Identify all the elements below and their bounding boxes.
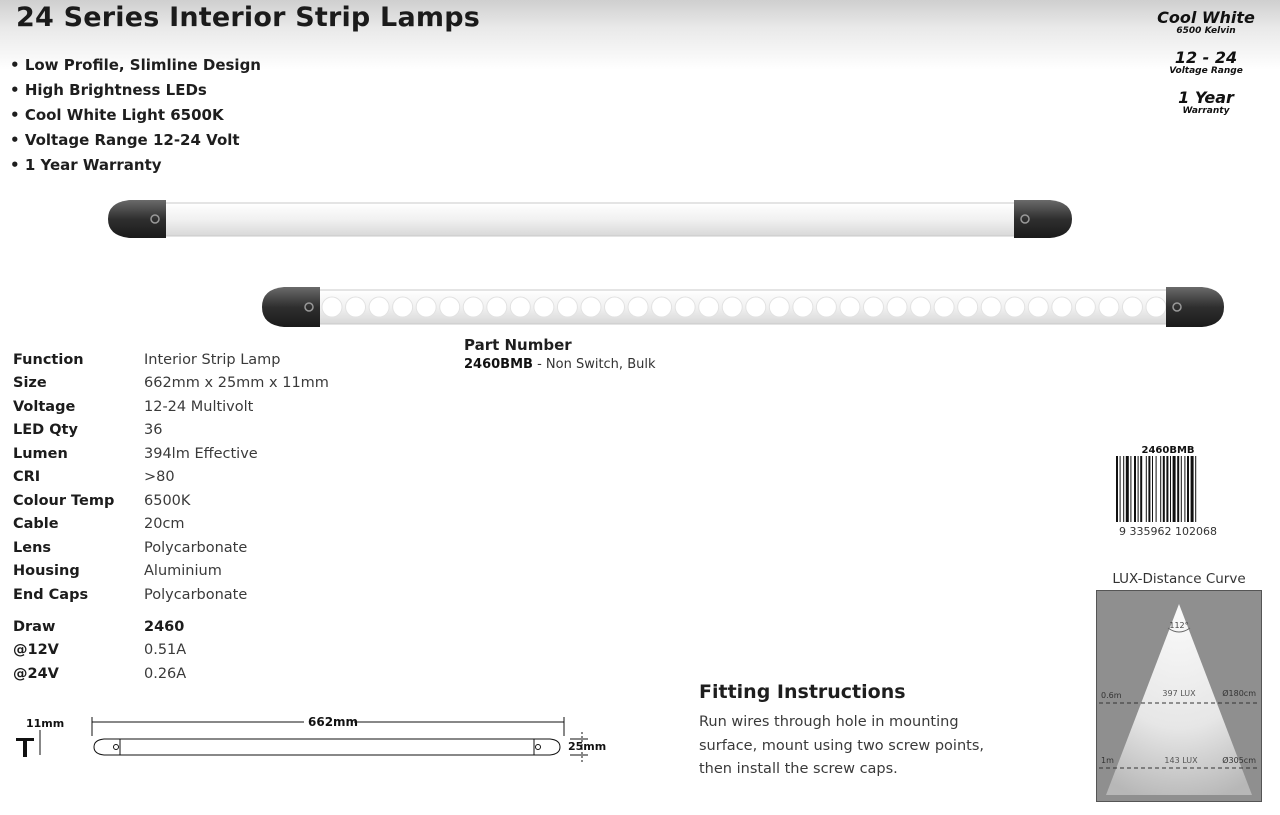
- draw-row: [13, 662, 186, 686]
- led-dot: [675, 297, 695, 317]
- draw-row: [13, 639, 186, 663]
- lux-value-1: 397 LUX: [1162, 689, 1196, 698]
- led-dot: [863, 297, 883, 317]
- spec-badges: [1145, 10, 1267, 116]
- spec-label: Housing: [13, 563, 80, 580]
- spec-value: 662mm x 25mm x 11mm: [144, 375, 329, 392]
- lamp-image-on: [262, 285, 1224, 329]
- feature-item: • 1 Year Warranty: [10, 154, 261, 179]
- led-dot: [581, 297, 601, 317]
- spec-value: 6500K: [144, 492, 191, 509]
- warranty-badge-sub: Warranty: [1182, 106, 1230, 116]
- draw-value: 0.26A: [144, 665, 187, 682]
- led-dot: [346, 297, 366, 317]
- barcode-bar: [1138, 456, 1139, 522]
- draw-value: 0.51A: [144, 642, 187, 659]
- dimension-drawing: [8, 710, 608, 770]
- led-dot: [981, 297, 1001, 317]
- barcode-bar: [1163, 456, 1165, 522]
- part-number-heading: Part Number: [464, 336, 572, 354]
- led-dot: [369, 297, 389, 317]
- led-dot: [722, 297, 742, 317]
- spec-label: Lumen: [13, 445, 68, 462]
- draw-label: @12V: [13, 642, 59, 659]
- led-dot: [934, 297, 954, 317]
- spec-row: [13, 419, 329, 443]
- spec-value: Aluminium: [144, 563, 222, 580]
- led-dot: [887, 297, 907, 317]
- led-dot: [487, 297, 507, 317]
- draw-label: Draw: [13, 618, 56, 635]
- led-dot: [769, 297, 789, 317]
- led-dot: [510, 297, 530, 317]
- barcode-bar: [1160, 456, 1161, 522]
- spec-label: Lens: [13, 539, 52, 556]
- draw-value: 2460: [144, 618, 185, 635]
- spec-label: CRI: [13, 469, 41, 486]
- lux-title: LUX-Distance Curve: [1112, 571, 1246, 587]
- led-dot: [746, 297, 766, 317]
- barcode-bar: [1187, 456, 1189, 522]
- led-dot: [816, 297, 836, 317]
- led-dot: [322, 297, 342, 317]
- barcode-bar: [1195, 456, 1196, 522]
- barcode-bar: [1140, 456, 1142, 522]
- barcode: [1108, 440, 1228, 540]
- barcode-bar: [1120, 456, 1121, 522]
- feature-item: • Low Profile, Slimline Design: [10, 54, 261, 79]
- barcode-bar: [1134, 456, 1136, 522]
- fitting-heading: Fitting Instructions: [699, 681, 906, 703]
- barcode-number: 9 335962 102068: [1119, 525, 1217, 538]
- height-dim-label: 11mm: [26, 717, 65, 730]
- spec-value: 20cm: [144, 516, 185, 533]
- led-dot: [1099, 297, 1119, 317]
- led-dot: [652, 297, 672, 317]
- spec-label: Colour Temp: [13, 492, 115, 509]
- feature-list: [10, 54, 261, 179]
- barcode-bar: [1148, 456, 1150, 522]
- voltage-badge: [1145, 50, 1267, 76]
- colour-badge: [1145, 10, 1267, 36]
- spec-row: [13, 442, 329, 466]
- beam-angle: 112°: [1169, 621, 1189, 630]
- barcode-bar: [1130, 456, 1131, 522]
- lux-distance-curve: [1096, 590, 1262, 802]
- led-dot: [1052, 297, 1072, 317]
- led-dot: [1075, 297, 1095, 317]
- lux-diameter-1: Ø180cm: [1222, 689, 1256, 698]
- spec-row: [13, 348, 329, 372]
- led-dot: [1146, 297, 1166, 317]
- led-dot: [416, 297, 436, 317]
- colour-badge-sub: 6500 Kelvin: [1176, 26, 1236, 36]
- spec-value: Interior Strip Lamp: [144, 351, 281, 368]
- colour-badge-title: Cool White: [1157, 8, 1255, 27]
- voltage-badge-title: 12 - 24: [1174, 48, 1238, 67]
- barcode-bar: [1177, 456, 1179, 522]
- lux-value-2: 143 LUX: [1164, 756, 1198, 765]
- spec-row: [13, 583, 329, 607]
- barcode-bar: [1184, 456, 1185, 522]
- spec-value: >80: [144, 469, 175, 486]
- barcode-bar: [1181, 456, 1182, 522]
- lux-distance-2: 1m: [1101, 756, 1114, 765]
- spec-value: 394lm Effective: [144, 445, 258, 462]
- fitting-text: Run wires through hole in mounting surface, mount using two screw points, then install the screw caps.: [699, 714, 984, 777]
- barcode-label: 2460BMB: [1141, 445, 1195, 456]
- led-dot: [1122, 297, 1142, 317]
- spec-label: Voltage: [13, 398, 76, 415]
- barcode-bar: [1156, 456, 1157, 522]
- spec-row: [13, 489, 329, 513]
- barcode-bar: [1191, 456, 1194, 522]
- barcode-bar: [1116, 456, 1118, 522]
- lamp-image-off: [108, 198, 1072, 240]
- spec-row: [13, 560, 329, 584]
- barcode-bar: [1166, 456, 1168, 522]
- spec-row: [13, 536, 329, 560]
- barcode-bar: [1123, 456, 1124, 522]
- draw-row: [13, 615, 186, 639]
- spec-value: 12-24 Multivolt: [144, 398, 254, 415]
- led-dot: [463, 297, 483, 317]
- page-title: 24 Series Interior Strip Lamps: [16, 2, 481, 33]
- feature-item: • Voltage Range 12-24 Volt: [10, 129, 261, 154]
- led-dot: [557, 297, 577, 317]
- led-dot: [911, 297, 931, 317]
- led-dot: [699, 297, 719, 317]
- part-code: 2460BMB: [464, 357, 533, 372]
- width-dim-label: 25mm: [568, 740, 607, 753]
- lux-diameter-2: Ø305cm: [1222, 756, 1256, 765]
- warranty-badge-title: 1 Year: [1178, 88, 1234, 107]
- barcode-bar: [1126, 456, 1129, 522]
- led-dot: [628, 297, 648, 317]
- spec-row: [13, 395, 329, 419]
- led-dot: [1005, 297, 1025, 317]
- led-dot: [440, 297, 460, 317]
- voltage-badge-sub: Voltage Range: [1169, 66, 1243, 76]
- warranty-badge: [1145, 90, 1267, 116]
- feature-item: • Cool White Light 6500K: [10, 104, 261, 129]
- feature-item: • High Brightness LEDs: [10, 79, 261, 104]
- barcode-bar: [1170, 456, 1171, 522]
- led-dot: [840, 297, 860, 317]
- part-desc: - Non Switch, Bulk: [532, 357, 656, 372]
- led-dot: [534, 297, 554, 317]
- led-dot: [1028, 297, 1048, 317]
- current-draw-table: [13, 615, 186, 686]
- barcode-bar: [1152, 456, 1153, 522]
- lux-distance-1: 0.6m: [1101, 691, 1122, 700]
- led-dot: [605, 297, 625, 317]
- spec-value: Polycarbonate: [144, 539, 248, 556]
- led-dot: [393, 297, 413, 317]
- spec-label: End Caps: [13, 586, 89, 603]
- part-number-line: [464, 357, 656, 372]
- spec-value: 36: [144, 422, 163, 439]
- spec-row: [13, 513, 329, 537]
- barcode-bars: [1116, 456, 1196, 522]
- led-dot: [958, 297, 978, 317]
- spec-label: Function: [13, 351, 84, 368]
- spec-label: LED Qty: [13, 422, 78, 439]
- draw-label: @24V: [13, 665, 59, 682]
- barcode-bar: [1173, 456, 1176, 522]
- length-dim-label: 662mm: [308, 715, 359, 729]
- spec-table: [13, 348, 329, 607]
- spec-row: [13, 466, 329, 490]
- spec-label: Cable: [13, 516, 59, 533]
- spec-value: Polycarbonate: [144, 586, 248, 603]
- spec-row: [13, 372, 329, 396]
- barcode-bar: [1146, 456, 1147, 522]
- spec-label: Size: [13, 375, 47, 392]
- led-dot: [793, 297, 813, 317]
